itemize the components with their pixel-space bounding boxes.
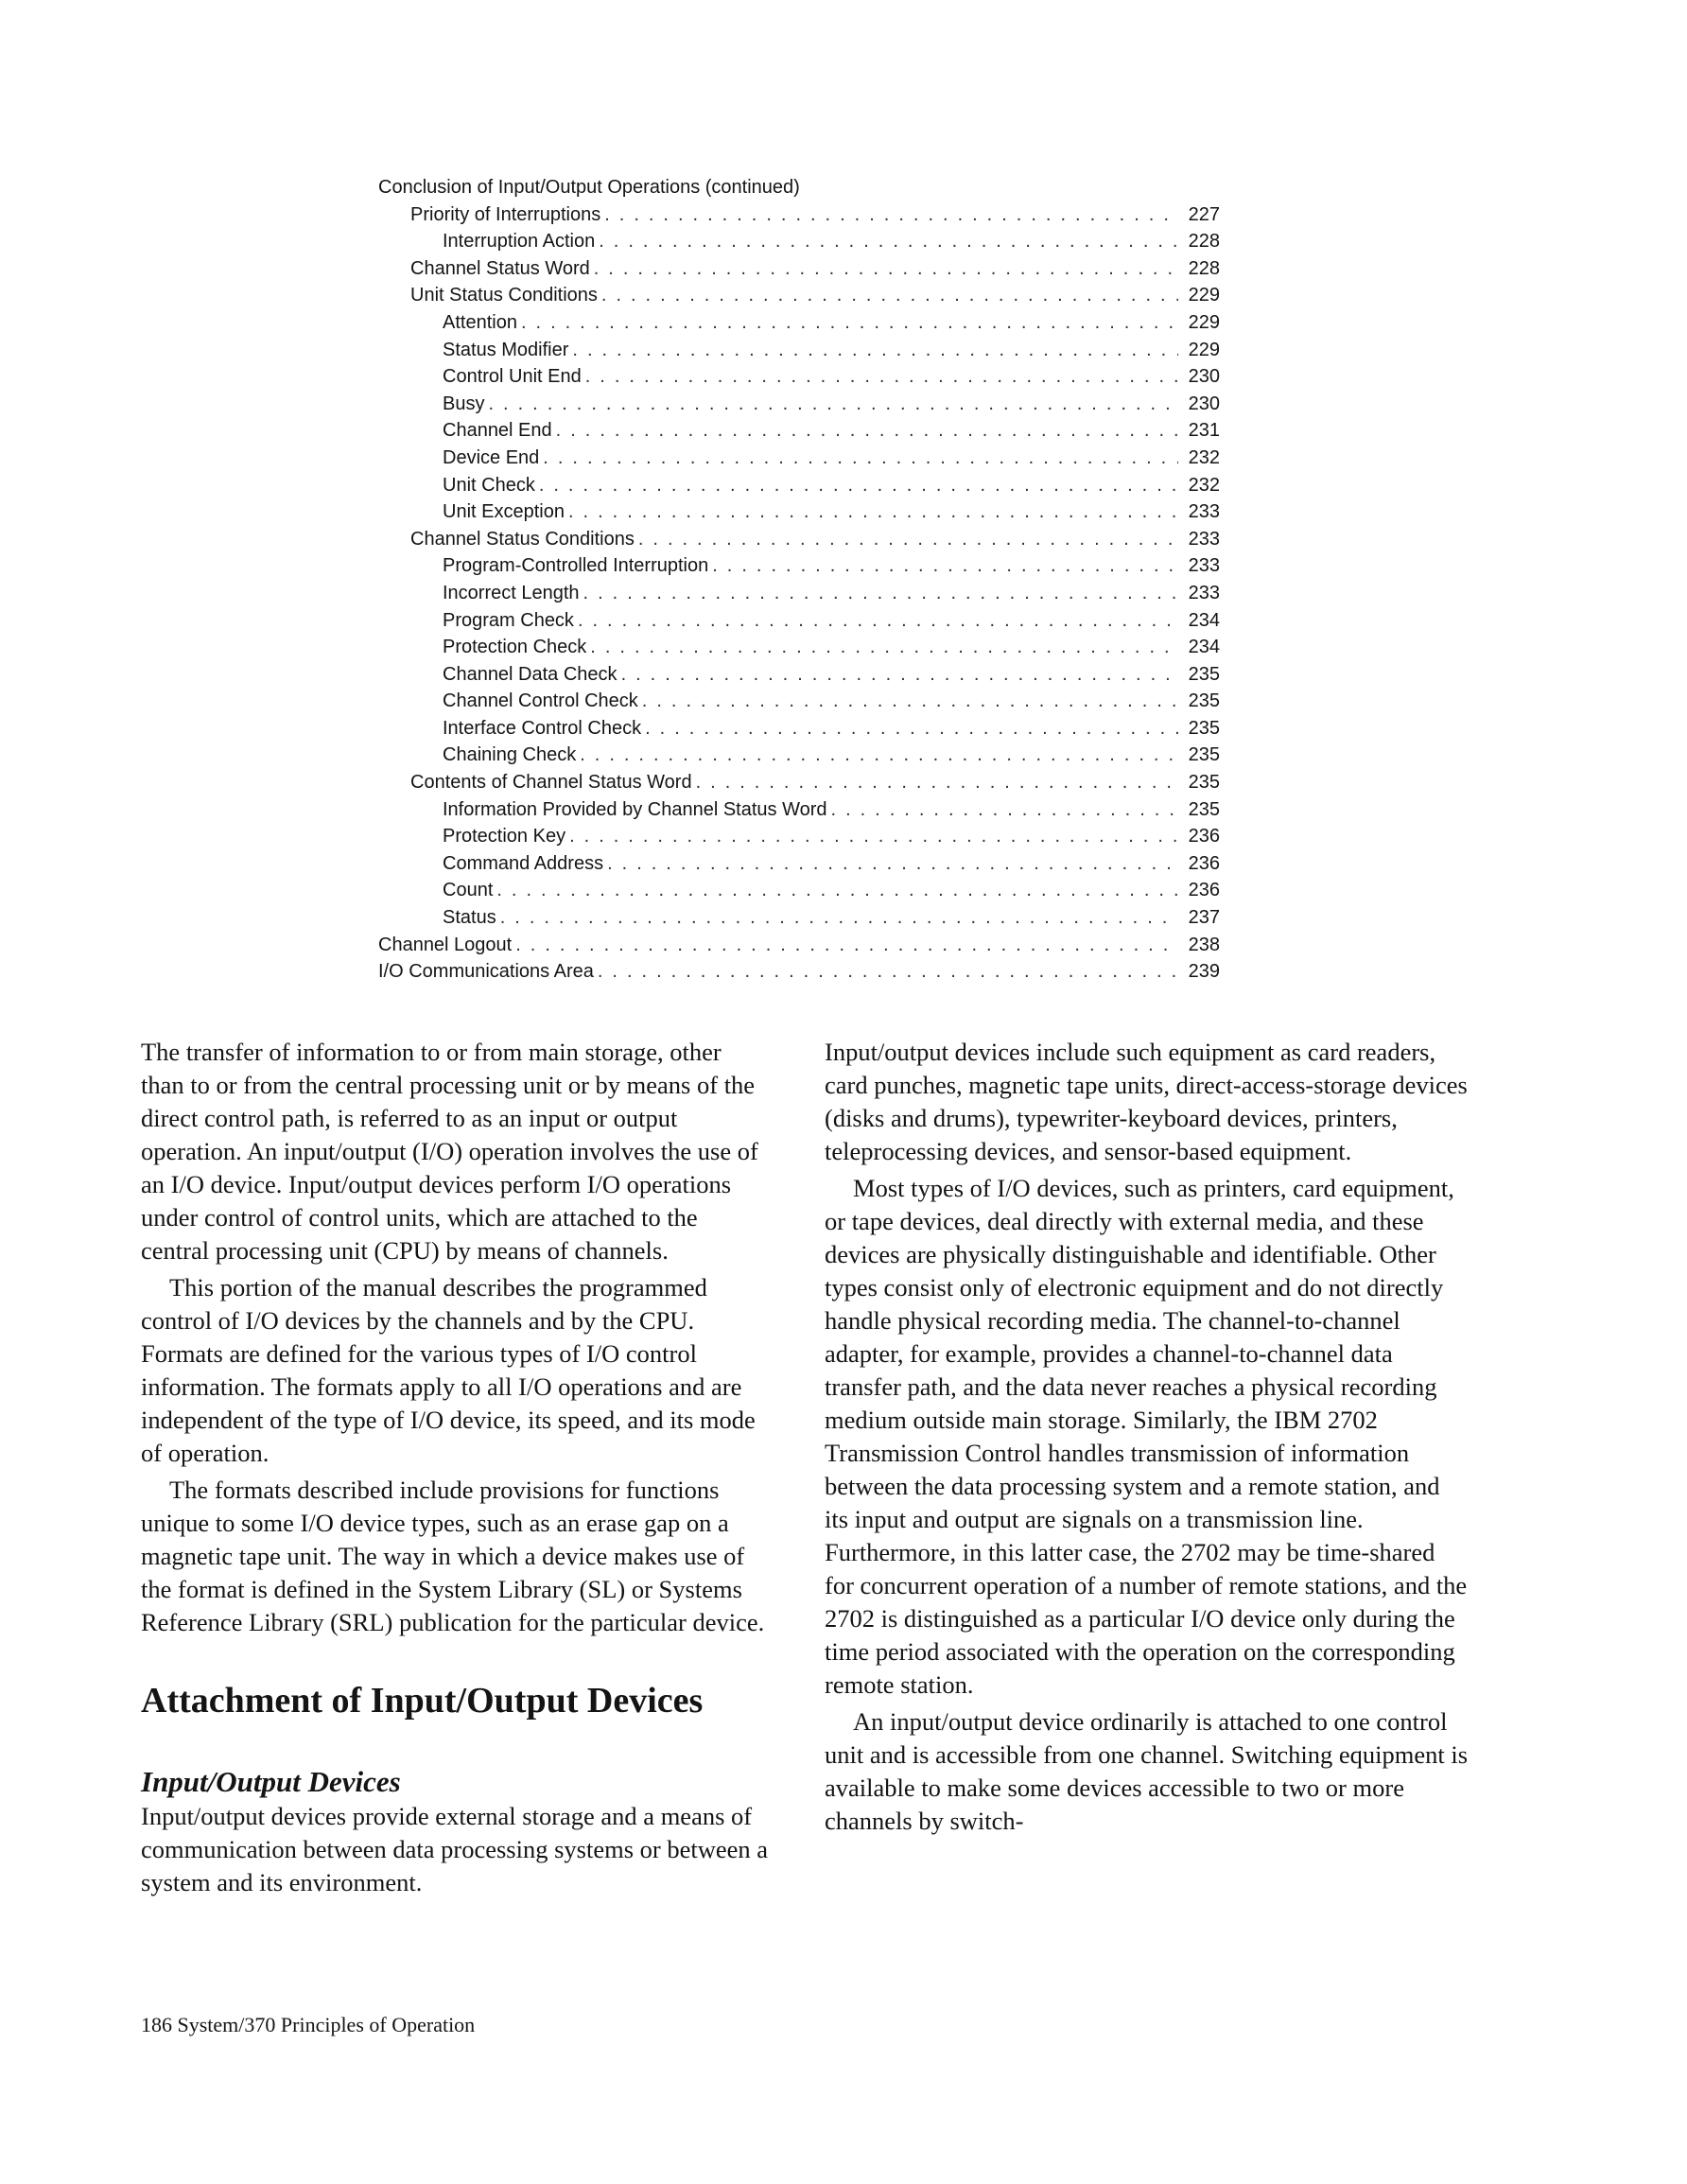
toc-entry-title: Interface Control Check: [443, 717, 642, 739]
toc-leader-dots: [572, 337, 1178, 364]
toc-entry: [378, 309, 1220, 337]
section-heading: Attachment of Input/Output Devices: [141, 1681, 704, 1721]
toc-leader-dots: [521, 309, 1178, 337]
toc-entry-title: Program-Controlled Interruption: [443, 555, 709, 577]
toc-entry-title: Attention: [443, 311, 517, 333]
toc-entry-title: Busy: [443, 393, 485, 414]
toc-leader-dots: [515, 932, 1178, 959]
toc-entry-page: 227: [1188, 203, 1220, 225]
equipment-paragraph: Input/output devices include such equipment as card readers, card punches, magnetic tape units, direct-access-storage devices (disks and drums), typewriter-keyboard devices, printers, teleprocessing devices, and sensor-based equipment.: [825, 1038, 1468, 1165]
toc-entry-page: 234: [1188, 637, 1220, 658]
toc-entry-title: Status Modifier: [443, 339, 569, 360]
toc-entry-title: Protection Key: [443, 826, 566, 847]
toc-entry-page: 235: [1188, 772, 1220, 794]
toc-list: [378, 201, 1220, 986]
toc-entry-page: 229: [1188, 285, 1220, 306]
toc-entry: [378, 391, 1220, 418]
toc-entry: [378, 607, 1220, 635]
toc-entry-title: Program Check: [443, 609, 574, 631]
toc-leader-dots: [601, 282, 1178, 309]
toc-entry-title: Control Unit End: [443, 366, 582, 388]
toc-leader-dots: [543, 445, 1178, 472]
toc-entry-page: 230: [1188, 393, 1220, 414]
subsection-heading: Input/Output Devices: [141, 1765, 401, 1798]
toc-entry-title: Channel Data Check: [443, 663, 617, 685]
toc-entry-page: 232: [1188, 474, 1220, 496]
toc-entry-page: 235: [1188, 744, 1220, 766]
toc-entry-title: Incorrect Length: [443, 582, 580, 603]
toc-entry: [378, 255, 1220, 283]
toc-entry-title: Chaining Check: [443, 744, 577, 766]
toc-leader-dots: [556, 417, 1178, 445]
page-footer: 186 System/370 Principles of Operation: [141, 2013, 476, 2036]
toc-entry: [378, 796, 1220, 824]
toc-leader-dots: [712, 552, 1178, 580]
toc-entry-title: Channel Status Conditions: [410, 528, 635, 550]
toc-entry-page: 235: [1188, 798, 1220, 820]
toc-leader-dots: [598, 958, 1178, 986]
right-column: [825, 1036, 1468, 1842]
toc-entry: [378, 769, 1220, 796]
toc-entry-page: 228: [1188, 231, 1220, 253]
toc-entry: [378, 932, 1220, 959]
toc-entry-title: Device End: [443, 446, 540, 468]
toc-entry-title: Count: [443, 880, 494, 901]
toc-entry-page: 235: [1188, 663, 1220, 685]
device-types-paragraph: Most types of I/O devices, such as printers, card equipment, or tape devices, deal directly with external media, and these devices are physically distinguishable and identifiable. Other types consist only of electronic equipment and do not directly handle physical recording media. The channel-to-channel adapter, for example, provides a channel-to-channel data transfer path, and the data never reaches a physical recording medium outside main storage. Similarly, the IBM 2702 Transmission Control handles transmission of information between the data processing system and a remote station, and its input and output are signals on a transmission line. Furthermore, in this latter case, the 2702 may be time-shared for concurrent operation of a number of remote stations, and the 2702 is distinguished as a particular I/O device only during the time period associated with the operation on the corresponding remote station.: [825, 1174, 1468, 1699]
toc-entry: [378, 526, 1220, 553]
toc-entry: [378, 445, 1220, 472]
toc-entry-page: 235: [1188, 717, 1220, 739]
toc-entry: [378, 201, 1220, 229]
toc-leader-dots: [599, 228, 1178, 255]
toc-entry: [378, 552, 1220, 580]
toc-leader-dots: [569, 823, 1178, 850]
toc-entry: [378, 715, 1220, 743]
toc-leader-dots: [500, 904, 1178, 932]
toc-leader-dots: [583, 580, 1178, 607]
devices-paragraph: Input/output devices provide external storage and a means of communication between data processing systems or between a system and its environment.: [141, 1802, 769, 1896]
toc-entry-title: Interruption Action: [443, 231, 596, 253]
toc-leader-dots: [578, 607, 1178, 635]
toc-leader-dots: [696, 769, 1178, 796]
left-column: [141, 1036, 770, 1903]
toc-entry-title: Unit Status Conditions: [410, 285, 598, 306]
toc-entry-page: 234: [1188, 609, 1220, 631]
toc-entry: [378, 877, 1220, 904]
toc-leader-dots: [568, 498, 1178, 526]
toc-leader-dots: [539, 472, 1178, 499]
toc-entry-page: 233: [1188, 501, 1220, 523]
toc-entry-title: Protection Check: [443, 637, 587, 658]
toc-entry: [378, 742, 1220, 769]
toc-heading: Conclusion of Input/Output Operations (continued): [378, 177, 800, 198]
toc-entry-title: Information Provided by Channel Status Word: [443, 798, 827, 820]
toc-entry: [378, 661, 1220, 689]
toc-entry: [378, 688, 1220, 715]
toc-leader-dots: [831, 796, 1178, 824]
toc-entry-page: 237: [1188, 907, 1220, 929]
toc-entry-title: Status: [443, 907, 496, 929]
toc-leader-dots: [642, 688, 1178, 715]
toc-entry: [378, 363, 1220, 391]
toc-entry-page: 232: [1188, 446, 1220, 468]
toc-entry: [378, 472, 1220, 499]
toc-entry-page: 238: [1188, 934, 1220, 955]
toc-entry-page: 230: [1188, 366, 1220, 388]
toc-entry-title: Channel Control Check: [443, 690, 638, 712]
toc-entry-title: Contents of Channel Status Word: [410, 772, 692, 794]
toc-entry: [378, 337, 1220, 364]
toc-entry-page: 229: [1188, 339, 1220, 360]
toc-leader-dots: [638, 526, 1178, 553]
toc-leader-dots: [496, 877, 1178, 904]
toc-entry-title: Priority of Interruptions: [410, 203, 601, 225]
toc-entry-title: Command Address: [443, 852, 604, 874]
toc-entry-page: 239: [1188, 961, 1220, 983]
toc-entry-title: Channel End: [443, 420, 552, 442]
toc-entry-title: I/O Communications Area: [378, 961, 594, 983]
table-of-contents: [378, 174, 1220, 986]
toc-entry-page: 236: [1188, 880, 1220, 901]
toc-entry-title: Unit Check: [443, 474, 535, 496]
toc-entry-page: 236: [1188, 852, 1220, 874]
toc-entry-page: 235: [1188, 690, 1220, 712]
toc-entry-page: 236: [1188, 826, 1220, 847]
toc-entry-page: 231: [1188, 420, 1220, 442]
toc-entry: [378, 823, 1220, 850]
toc-entry: [378, 634, 1220, 661]
toc-leader-dots: [604, 201, 1178, 229]
intro-paragraph: The transfer of information to or from main storage, other than to or from the central processing unit or by means of the direct control path, is referred to as an input or output operation. An input/output (I/O) operation involves the use of an I/O device. Input/output devices perform I/O operations under control of control units, which are attached to the central processing unit (CPU) by means of channels.: [141, 1038, 758, 1265]
toc-entry-title: Channel Status Word: [410, 257, 590, 279]
toc-entry: [378, 282, 1220, 309]
toc-entry-page: 233: [1188, 555, 1220, 577]
toc-entry-page: 229: [1188, 311, 1220, 333]
attachment-paragraph: An input/output device ordinarily is attached to one control unit and is accessible from one channel. Switching equipment is available to make some devices accessible to two or more channels by switch-: [825, 1707, 1469, 1835]
toc-leader-dots: [590, 634, 1178, 661]
description-paragraph: This portion of the manual describes the programmed control of I/O devices by the channels and by the CPU. Formats are defined for the various types of I/O control information. The formats apply to all I/O operations and are independent of the type of I/O device, its speed, and its mode of operation.: [141, 1273, 756, 1467]
toc-entry: [378, 417, 1220, 445]
toc-leader-dots: [645, 715, 1178, 743]
toc-leader-dots: [488, 391, 1178, 418]
toc-entry: [378, 850, 1220, 878]
toc-entry: [378, 580, 1220, 607]
toc-leader-dots: [580, 742, 1178, 769]
toc-entry-title: Unit Exception: [443, 501, 565, 523]
formats-paragraph: The formats described include provisions for functions unique to some I/O device types, such as an erase gap on a magnetic tape unit. The way in which a device makes use of the format is defined in the System Library (SL) or Systems Reference Library (SRL) publication for the particular device.: [141, 1476, 765, 1636]
toc-entry: [378, 228, 1220, 255]
toc-entry: [378, 498, 1220, 526]
toc-leader-dots: [585, 363, 1178, 391]
toc-entry-page: 228: [1188, 257, 1220, 279]
toc-entry: [378, 904, 1220, 932]
toc-leader-dots: [621, 661, 1178, 689]
toc-entry-page: 233: [1188, 582, 1220, 603]
toc-leader-dots: [607, 850, 1178, 878]
toc-leader-dots: [594, 255, 1178, 283]
toc-entry-title: Channel Logout: [378, 934, 513, 955]
toc-entry-page: 233: [1188, 528, 1220, 550]
toc-entry: [378, 958, 1220, 986]
